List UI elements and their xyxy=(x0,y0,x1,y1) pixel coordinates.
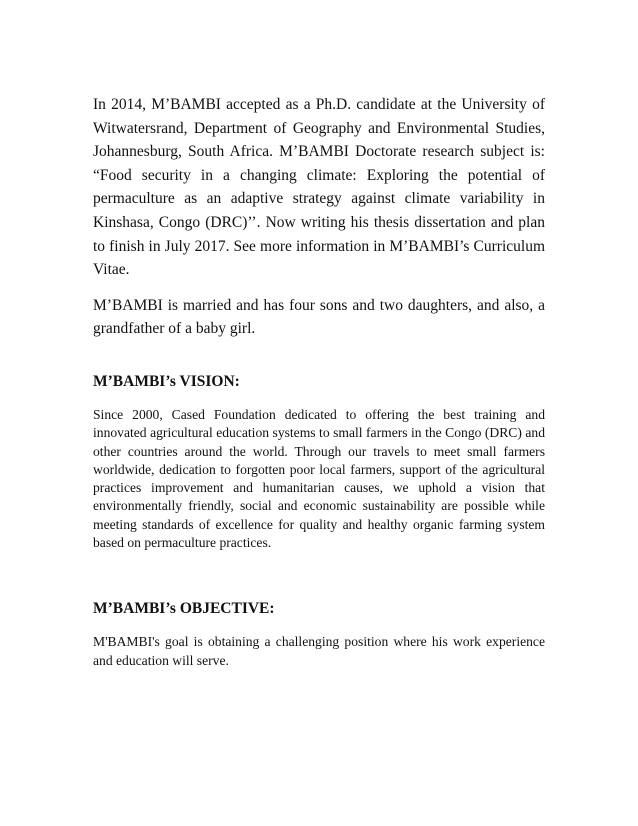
objective-heading: M’BAMBI’s OBJECTIVE: xyxy=(93,600,275,618)
vision-heading: M’BAMBI’s VISION: xyxy=(93,372,240,390)
vision-paragraph: Since 2000, Cased Foundation dedicated to offering the best training and innovated agricultural education systems to small farmers in the Congo (DRC) and other countries around the world. Through our travels to meet small farmers worldwide, dedication to forgotten poor local farmers, support of the agricultural practices improvement and humanitarian causes, we uphold a vision that environmentally friendly, social and economic sustainability are possible while meeting standards of excellence for quality and healthy organic farming system based on permaculture practices. xyxy=(93,406,545,551)
objective-paragraph: M'BAMBI's goal is obtaining a challenging position where his work experience and education will serve. xyxy=(93,634,545,668)
family-paragraph: M’BAMBI is married and has four sons and two daughters, and also, a grandfather of a baby girl. xyxy=(93,296,545,338)
document-page xyxy=(93,93,545,670)
intro-paragraph: In 2014, M’BAMBI accepted as a Ph.D. candidate at the University of Witwatersrand, Department of Geography and Environmental Studies, Johannesburg, South Africa. M’BAMBI Doctorate research subject is: “Food security in a changing climate: Exploring the potential of permaculture as an adaptive strategy against climate variability in Kinshasa, Congo (DRC)’’. Now writing his thesis dissertation and plan to finish in July 2017. See more information in M’BAMBI’s Curriculum Vitae. xyxy=(93,96,545,279)
